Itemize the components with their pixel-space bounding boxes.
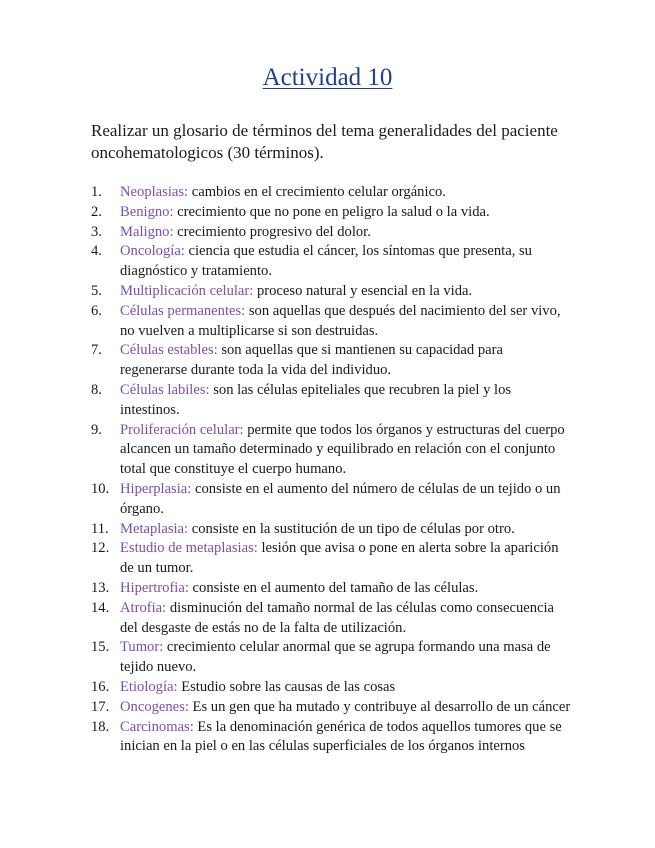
glossary-term: Células labiles:	[120, 381, 210, 398]
glossary-term: Células permanentes:	[120, 302, 246, 319]
glossary-term: Benigno:	[120, 203, 174, 220]
glossary-term: Hiperplasia:	[120, 480, 192, 497]
item-number: 16.	[91, 678, 110, 695]
item-number: 17.	[91, 698, 110, 715]
glossary-definition: son las células epiteliales que recubren la piel y los intestinos.	[120, 381, 512, 418]
list-item	[91, 242, 571, 282]
item-number: 5.	[91, 282, 102, 299]
glossary-term: Células estables:	[120, 342, 218, 359]
glossary-term: Tumor:	[120, 639, 164, 656]
list-item	[91, 381, 571, 421]
list-item	[91, 599, 571, 639]
glossary-definition: lesión que avisa o pone en alerta sobre la aparición de un tumor.	[120, 540, 559, 577]
item-number: 4.	[91, 243, 102, 260]
item-number: 14.	[91, 599, 110, 616]
item-number: 1.	[91, 184, 102, 200]
item-number: 8.	[91, 381, 102, 398]
list-item	[91, 539, 571, 579]
glossary-term: Hipertrofia:	[120, 579, 189, 596]
glossary-definition: crecimiento celular anormal que se agrupa formando una masa de tejido nuevo.	[120, 639, 551, 676]
glossary-definition: permite que todos los órganos y estructuras del cuerpo alcancen un tamaño determinado y equilibrado en relación con el conjunto total que constituye el cuerpo humano.	[120, 421, 565, 478]
list-item	[91, 678, 571, 698]
list-item	[91, 698, 571, 718]
list-item	[91, 203, 571, 223]
glossary-definition: proceso natural y esencial en la vida.	[253, 282, 473, 299]
glossary-definition: Es la denominación genérica de todos aquellos tumores que se inician en la piel o en las células superficiales de los órganos internos	[120, 718, 562, 755]
item-number: 10.	[91, 480, 110, 497]
intro-paragraph: Realizar un glosario de términos del tema generalidades del paciente oncohematologicos (30 términos).	[91, 121, 558, 162]
glossary-term: Carcinomas:	[120, 718, 194, 735]
glossary-term: Metaplasia:	[120, 520, 189, 537]
glossary-definition: Estudio sobre las causas de las cosas	[177, 678, 396, 695]
item-number: 18.	[91, 718, 110, 735]
list-item	[91, 223, 571, 243]
glossary-definition: disminución del tamaño normal de las células como consecuencia del desgaste de estás no de la falta de utilización.	[120, 599, 555, 636]
glossary-definition: Es un gen que ha mutado y contribuye al desarrollo de un cáncer	[188, 698, 571, 715]
glossary-term: Proliferación celular:	[120, 421, 244, 438]
glossary-definition: cambios en el crecimiento celular orgánico.	[188, 184, 446, 200]
page-title: Actividad 10	[262, 64, 393, 91]
glossary-term: Atrofia:	[120, 599, 167, 616]
glossary-definition: crecimiento progresivo del dolor.	[173, 223, 371, 240]
list-item	[91, 520, 571, 540]
item-number: 6.	[91, 302, 102, 319]
list-item	[91, 718, 571, 758]
glossary-list	[91, 183, 571, 757]
glossary-definition: crecimiento que no pone en peligro la salud o la vida.	[173, 203, 490, 220]
item-number: 11.	[91, 520, 109, 537]
list-item	[91, 302, 571, 342]
item-number: 13.	[91, 579, 110, 596]
glossary-term: Maligno:	[120, 223, 174, 240]
item-number: 7.	[91, 342, 102, 359]
glossary-term: Multiplicación celular:	[120, 282, 254, 299]
glossary-term: Etiología:	[120, 678, 178, 695]
item-number: 3.	[91, 223, 102, 240]
item-number: 15.	[91, 639, 110, 656]
list-item	[91, 421, 571, 480]
list-item	[91, 183, 571, 203]
glossary-definition: consiste en el aumento del tamaño de las células.	[188, 579, 479, 596]
item-number: 2.	[91, 203, 102, 220]
glossary-definition: son aquellas que después del nacimiento del ser vivo, no vuelven a multiplicarse si son destruidas.	[120, 302, 561, 339]
glossary-term: Estudio de metaplasias:	[120, 540, 258, 557]
list-item	[91, 480, 571, 520]
glossary-term: Oncología:	[120, 243, 185, 260]
list-item	[91, 579, 571, 599]
list-item	[91, 282, 571, 302]
list-item	[91, 638, 571, 678]
glossary-term: Oncogenes:	[120, 698, 189, 715]
glossary-definition: ciencia que estudia el cáncer, los síntomas que presenta, su diagnóstico y tratamiento.	[120, 243, 532, 280]
item-number: 9.	[91, 421, 102, 438]
glossary-definition: son aquellas que si mantienen su capacidad para regenerarse durante toda la vida del individuo.	[120, 342, 503, 379]
glossary-definition: consiste en el aumento del número de células de un tejido o un órgano.	[120, 480, 561, 517]
glossary-definition: consiste en la sustitución de un tipo de células por otro.	[188, 520, 515, 537]
glossary-term: Neoplasias:	[120, 184, 189, 200]
list-item	[91, 341, 571, 381]
item-number: 12.	[91, 540, 110, 557]
